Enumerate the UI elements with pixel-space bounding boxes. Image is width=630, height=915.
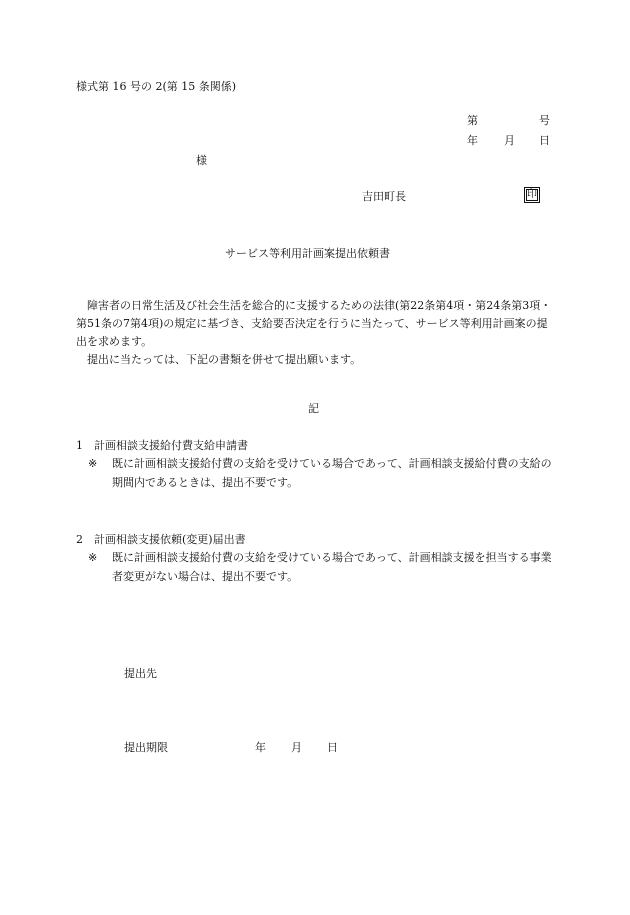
- doc-number-prefix: 第: [467, 114, 478, 127]
- form-number: 様式第 16 号の 2(第 15 条関係): [76, 80, 237, 93]
- date-day: 日: [539, 134, 550, 147]
- item-1-note-text: 既に計画相談支援給付費の支給を受けている場合であって、計画相談支援給付費の支給の期間内であるときは、提出不要です。: [112, 457, 552, 489]
- item-1-note: [88, 454, 560, 492]
- item-1-note-mark: ※: [88, 457, 98, 470]
- item-1-heading: 1 計画相談支援給付費支給申請書: [76, 439, 248, 452]
- document-title: サービス等利用計画案提出依頼書: [225, 247, 390, 260]
- submission-deadline-label: 提出期限: [124, 741, 168, 754]
- body-paragraph-2: 提出に当たっては、下記の書類を併せて提出願います。: [87, 353, 362, 366]
- ki-heading: 記: [308, 402, 319, 415]
- item-2-note-text: 既に計画相談支援給付費の支給を受けている場合であって、計画相談支援を担当する事業者変更がない場合は、提出不要です。: [112, 551, 552, 583]
- submission-destination-label: 提出先: [124, 667, 157, 680]
- item-2-note: [88, 548, 560, 586]
- deadline-year: 年: [255, 741, 266, 754]
- deadline-day: 日: [327, 741, 338, 754]
- deadline-month: 月: [291, 741, 302, 754]
- doc-number-suffix: 号: [539, 114, 550, 127]
- item-2-heading: 2 計画相談支援依頼(変更)届出書: [76, 533, 246, 546]
- date-year: 年: [467, 134, 478, 147]
- issuer: 吉田町長: [362, 190, 406, 203]
- body-text: [76, 297, 558, 369]
- addressee-suffix: 様: [196, 154, 207, 167]
- seal-mark: 印: [524, 187, 540, 203]
- body-paragraph-1: 障害者の日常生活及び社会生活を総合的に支援するための法律(第22条第4項・第24条第3項・第51条の7第4項)の規定に基づき、支給要否決定を行うに当たって、サービス等利用計画案の提出を求めます。: [76, 299, 552, 348]
- date-month: 月: [504, 134, 515, 147]
- item-2-note-mark: ※: [88, 551, 98, 564]
